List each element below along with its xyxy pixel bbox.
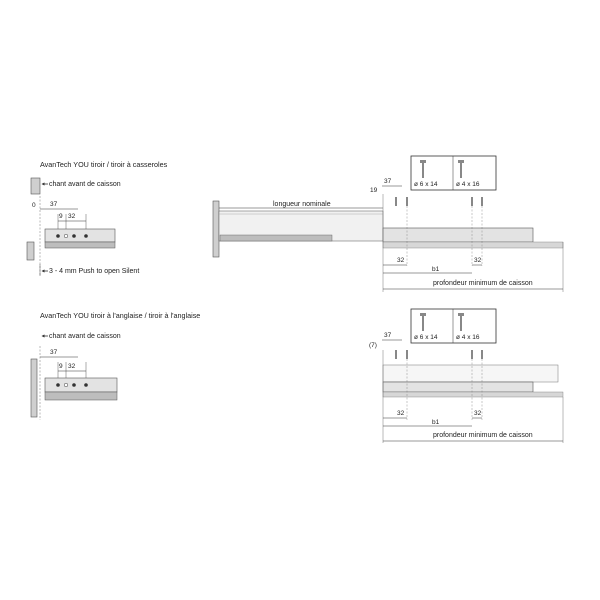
top-dim-37: 37 [50,201,58,208]
top-dim-37-right: 37 [384,178,392,185]
top-hole [64,234,68,238]
top-depth-label: profondeur minimum de caisson [433,280,533,287]
top-dim-b1: b1 [432,266,440,273]
top-hole [72,234,76,238]
top-runner-left [45,229,115,242]
top-hole [56,234,60,238]
top-left-detail [27,160,168,276]
bottom-drawer-side [383,365,558,382]
bottom-dim-7: (7) [369,342,377,349]
top-cabinet-edge [31,178,40,194]
top-dim-19: 19 [370,187,378,194]
bottom-dim-9: 9 [59,363,63,370]
bottom-runner-left [45,378,117,392]
top-heading: AvanTech YOU tiroir / tiroir à casseroles [40,160,168,169]
top-right-detail [213,156,563,292]
screw-icon [396,350,482,359]
top-chant-label: chant avant de caisson [49,181,121,188]
top-dim-0: 0 [32,202,36,209]
bottom-dim-37-right: 37 [384,332,392,339]
top-screw-b: ø 4 x 16 [456,181,480,188]
bottom-hole [84,383,88,387]
bottom-hole [72,383,76,387]
top-screw-a: ø 6 x 14 [414,181,438,188]
bottom-heading: AvanTech YOU tiroir à l'anglaise / tiroir à l'anglaise [40,311,201,320]
bottom-cabinet-edge [31,359,37,417]
bottom-right-detail [369,309,563,443]
bottom-dim-32-left: 32 [397,410,405,417]
top-dim-32-left: 32 [397,257,405,264]
bottom-screw-a: ø 6 x 14 [414,334,438,341]
bottom-screw-b: ø 4 x 16 [456,334,480,341]
top-drawer-front [27,242,34,260]
bottom-dim-32: 32 [68,363,76,370]
bottom-hole [56,383,60,387]
bottom-chant-label: chant avant de caisson [49,333,121,340]
bottom-hole [64,383,68,387]
bottom-depth-label: profondeur minimum de caisson [433,432,533,439]
top-dim-32-right: 32 [474,257,482,264]
bottom-dim-32-right: 32 [474,410,482,417]
top-dim-32: 32 [68,213,76,220]
screw-icon [396,197,482,206]
top-runner-right [383,228,533,242]
top-push-label: 3 - 4 mm Push to open Silent [49,268,140,275]
bottom-runner-right [383,382,533,392]
top-length-label: longueur nominale [273,201,331,208]
bottom-left-detail [31,311,200,420]
bottom-dim-b1: b1 [432,419,440,426]
top-hole [84,234,88,238]
top-drawer-front-right [213,201,219,257]
top-dim-9: 9 [59,213,63,220]
bottom-dim-37: 37 [50,349,58,356]
